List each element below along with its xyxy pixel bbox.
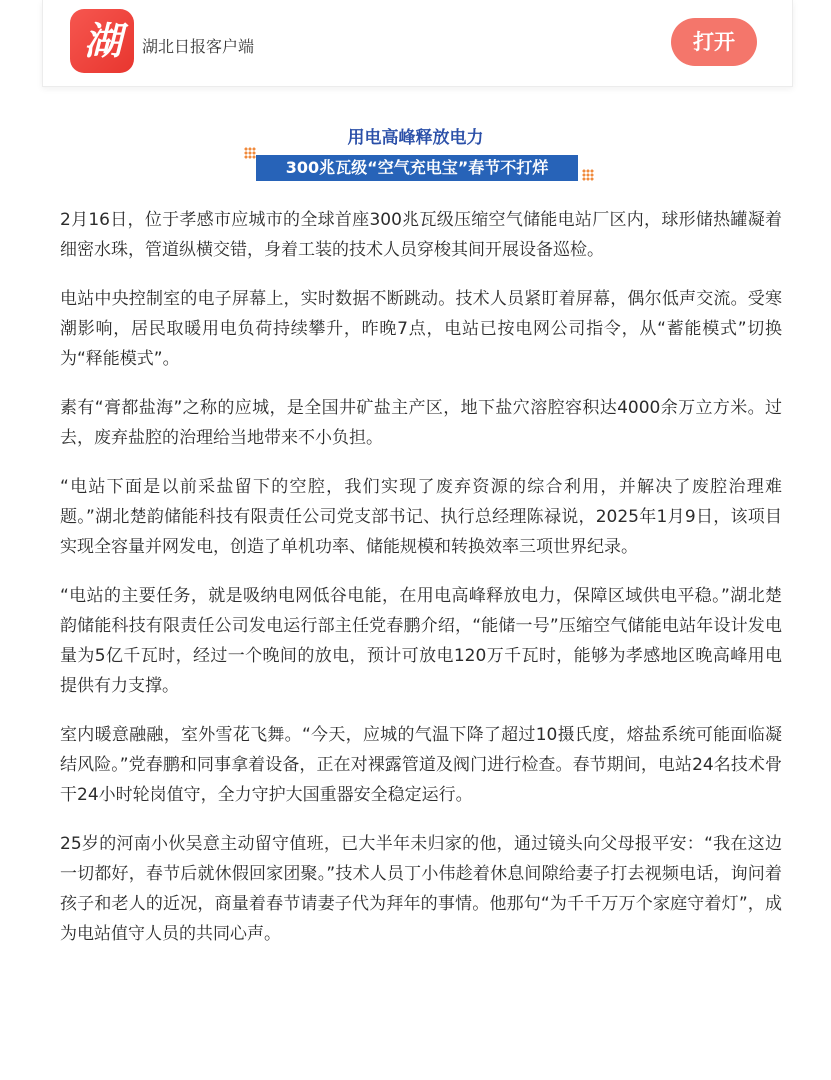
section-heading: 用电高峰释放电力 [347,128,484,148]
article-paragraph: 2月16日，位于孝感市应城市的全球首座300兆瓦级压缩空气储能电站厂区内，球形储热罐凝着细密水珠，管道纵横交错，身着工装的技术人员穿梭其间开展设备巡检。 [60,210,782,260]
article-paragraph: 电站中央控制室的电子屏幕上，实时数据不断跳动。技术人员紧盯着屏幕，偶尔低声交流。受寒潮影响，居民取暖用电负荷持续攀升，昨晚7点，电站已按电网公司指令，从“蓄能模式”切换为“释能模式”。 [60,289,782,369]
section-subheading: 300兆瓦级“空气充电宝”春节不打烊 [256,155,578,181]
open-app-button[interactable]: 打开 [671,18,757,66]
article-paragraph: 素有“膏都盐海”之称的应城，是全国井矿盐主产区，地下盐穴溶腔容积达4000余万立方米。过去，废弃盐腔的治理给当地带来不小负担。 [60,398,782,448]
article-paragraph: 25岁的河南小伙吴意主动留守值班，已大半年未归家的他，通过镜头向父母报平安：“我在这边一切都好，春节后就休假回家团聚。”技术人员丁小伟趁着休息间隙给妻子打去视频电话，询问着孩子和老人的近况，商量着春节请妻子代为拜年的事情。他那句“为千千万万个家庭守着灯”，成为电站值守人员的共同心声。 [60,834,782,944]
article-paragraph: 室内暖意融融，室外雪花飞舞。“今天，应城的气温下降了超过10摄氏度，熔盐系统可能面临凝结风险。”党春鹏和同事拿着设备，正在对裸露管道及阀门进行检查。春节期间，电站24名技术骨干24小时轮岗值守，全力守护大国重器安全稳定运行。 [60,725,782,805]
article-paragraph: “电站下面是以前采盐留下的空腔，我们实现了废弃资源的综合利用，并解决了废腔治理难题。”湖北楚韵储能科技有限责任公司党支部书记、执行总经理陈禄说，2025年1月9日，该项目实现全容量并网发电，创造了单机功率、储能规模和转换效率三项世界纪录。 [60,477,782,557]
decorative-dots-icon [582,169,594,181]
article-body [60,205,782,968]
app-download-banner[interactable] [42,0,793,87]
app-name: 湖北日报客户端 [142,37,255,56]
app-logo-icon[interactable]: 湖 [70,9,134,73]
article-paragraph: “电站的主要任务，就是吸纳电网低谷电能，在用电高峰释放电力，保障区域供电平稳。”湖北楚韵储能科技有限责任公司发电运行部主任党春鹏介绍，“能储一号”压缩空气储能电站年设计发电量为5亿千瓦时，经过一个晚间的放电，预计可放电120万千瓦时，能够为孝感地区晚高峰用电提供有力支撑。 [60,586,782,696]
section-subheading-block [256,155,578,181]
decorative-dots-icon [244,147,256,159]
